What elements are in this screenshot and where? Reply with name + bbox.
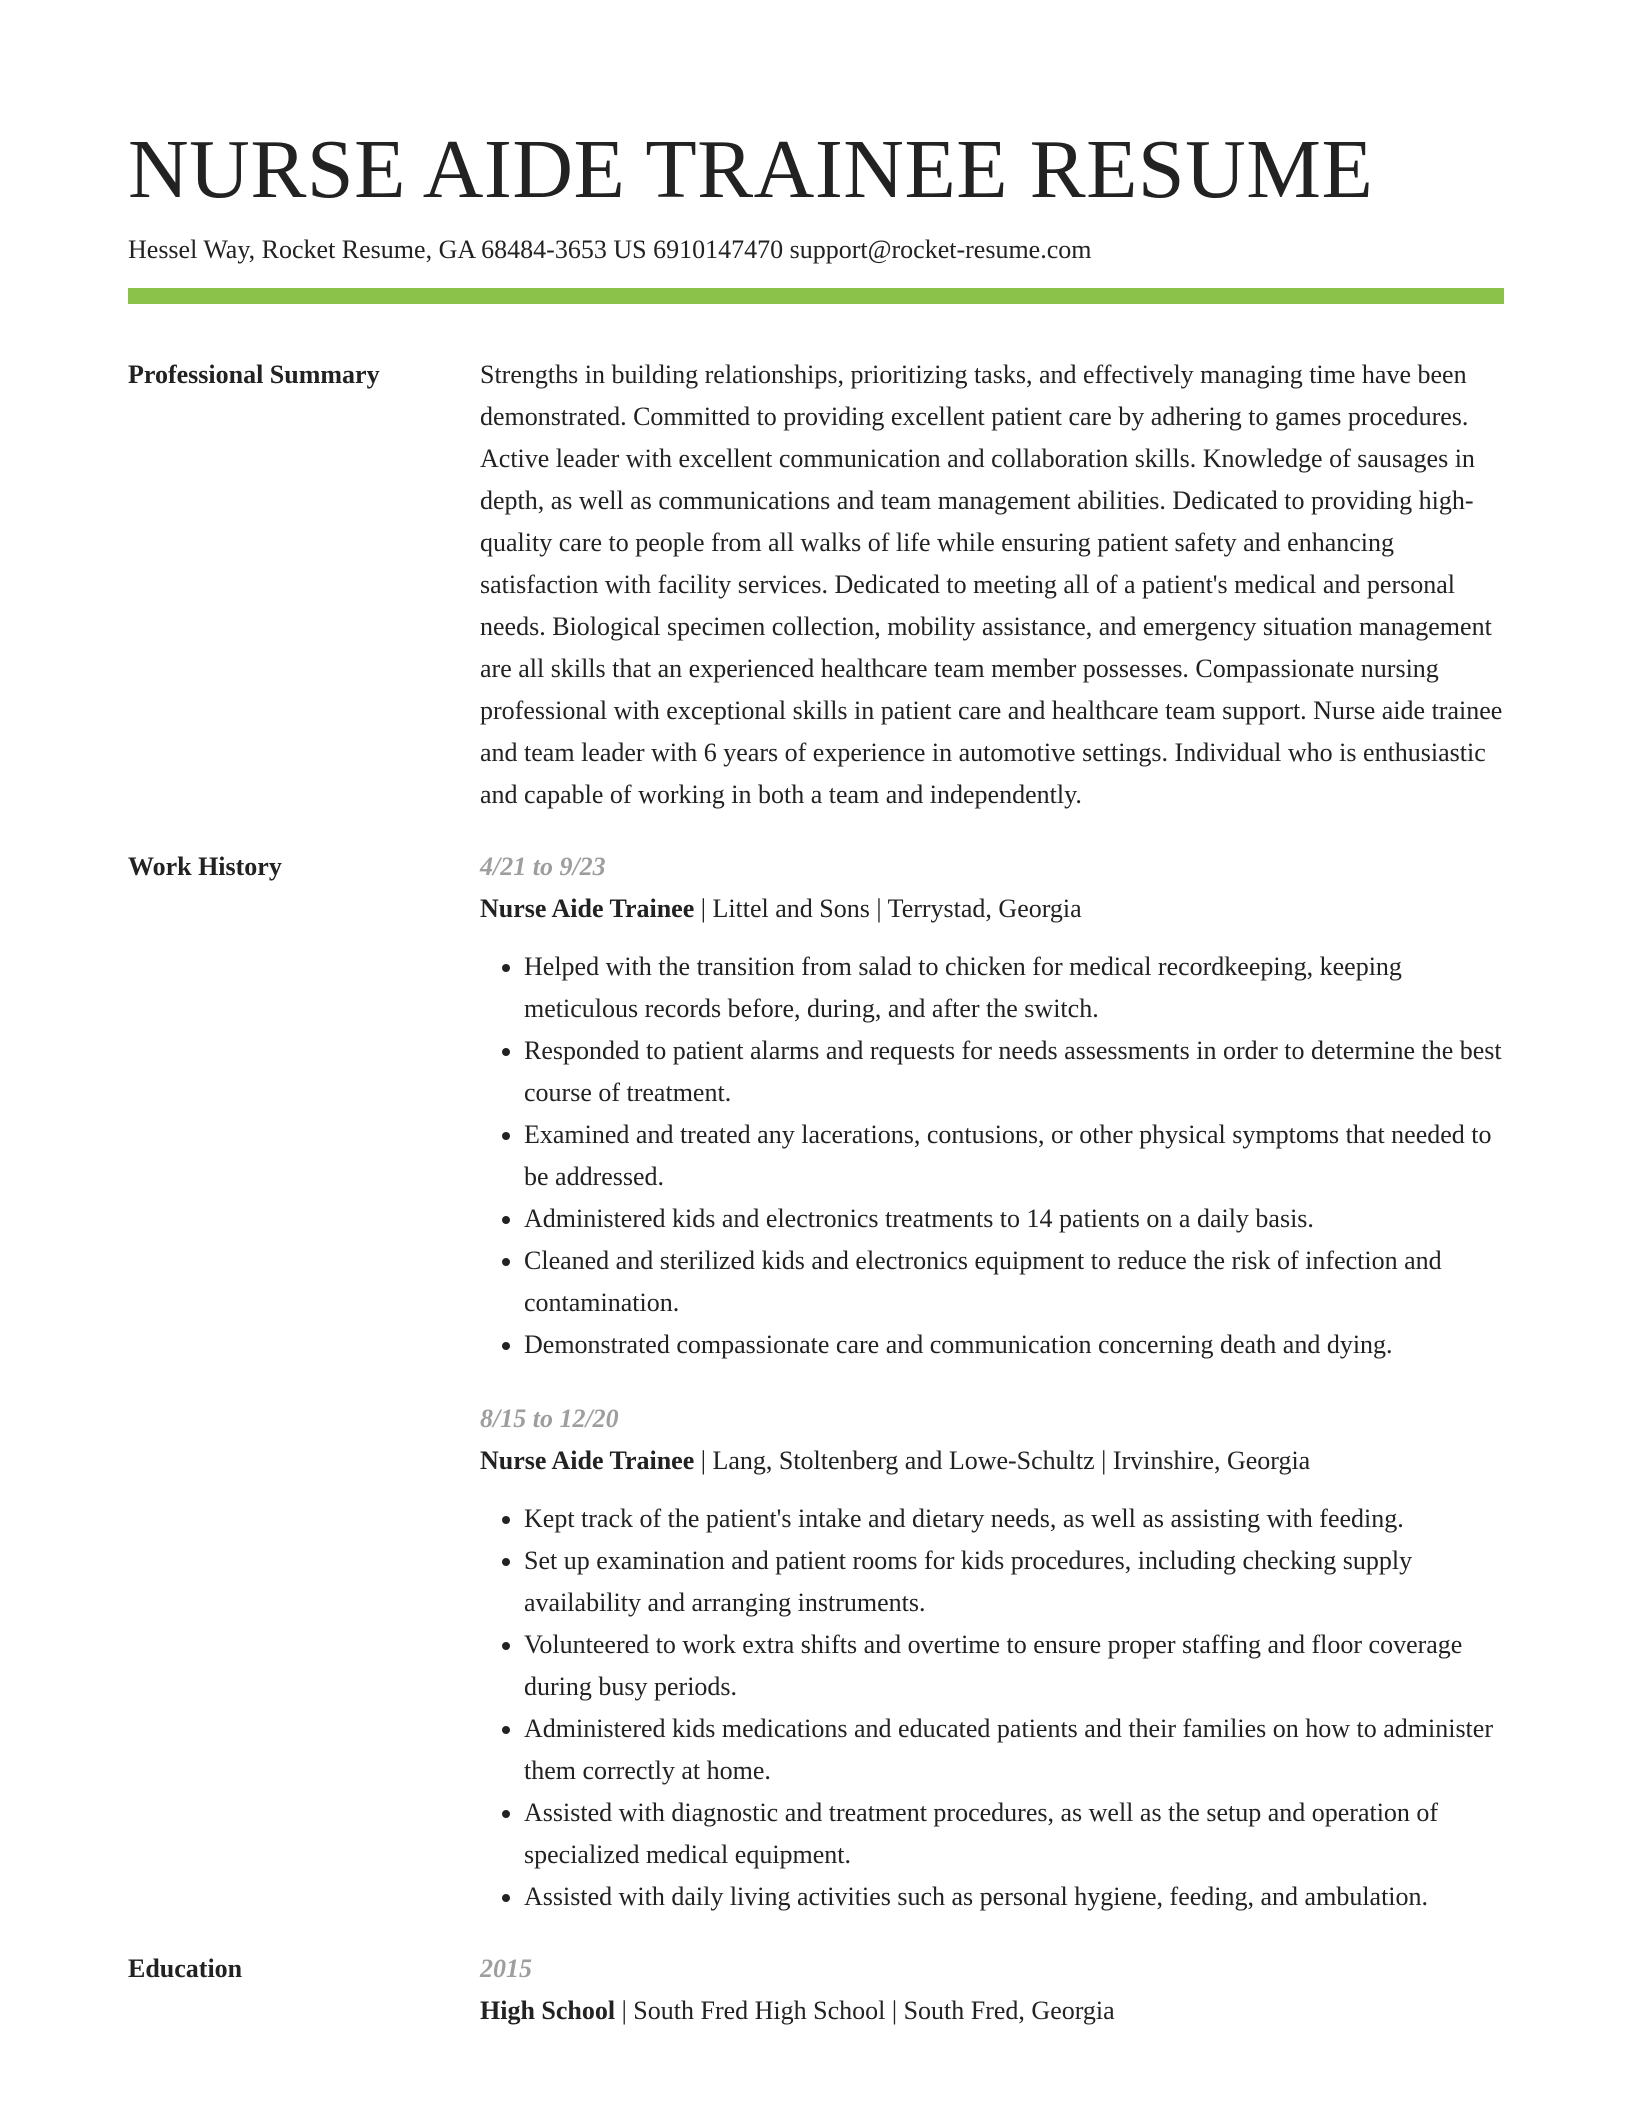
job-bullet: • Responded to patient alarms and requests for needs assessments in order to determine the best course of treatment. bbox=[524, 1030, 1504, 1114]
job-bullet: • Examined and treated any lacerations, contusions, or other physical symptoms that needed to be addressed. bbox=[524, 1114, 1504, 1198]
job-bullet-list bbox=[480, 1498, 1504, 1918]
job-bullet: • Kept track of the patient's intake and dietary needs, as well as assisting with feeding. bbox=[524, 1498, 1504, 1540]
education-body bbox=[480, 1948, 1504, 2032]
job-heading bbox=[480, 1440, 1504, 1482]
job-bullet: • Volunteered to work extra shifts and overtime to ensure proper staffing and floor coverage during busy periods. bbox=[524, 1624, 1504, 1708]
job-title: Nurse Aide Trainee bbox=[480, 1446, 695, 1475]
section-label-education: Education bbox=[128, 1954, 243, 1983]
job-bullet-list bbox=[480, 946, 1504, 1366]
job-entry bbox=[480, 1398, 1504, 1918]
job-employer-location: | Littel and Sons | Terrystad, Georgia bbox=[694, 894, 1082, 923]
job-bullet: • Cleaned and sterilized kids and electronics equipment to reduce the risk of infection and contamination. bbox=[524, 1240, 1504, 1324]
work-history-body bbox=[480, 846, 1504, 1918]
education-degree: High School bbox=[480, 1996, 616, 2025]
education-school-location: | South Fred High School | South Fred, Georgia bbox=[615, 1996, 1115, 2025]
job-bullet: • Administered kids medications and educated patients and their families on how to administer them correctly at home. bbox=[524, 1708, 1504, 1792]
job-dates: 8/15 to 12/20 bbox=[480, 1404, 619, 1433]
contact-line: Hessel Way, Rocket Resume, GA 68484-3653 US 6910147470 support@rocket-resume.com bbox=[128, 235, 1092, 264]
job-bullet: • Demonstrated compassionate care and communication concerning death and dying. bbox=[524, 1324, 1504, 1366]
job-dates: 4/21 to 9/23 bbox=[480, 852, 606, 881]
work-history-section bbox=[128, 846, 1504, 1918]
section-label-summary: Professional Summary bbox=[128, 360, 380, 389]
resume-title: NURSE AIDE TRAINEE RESUME bbox=[128, 123, 1374, 216]
education-dates: 2015 bbox=[480, 1954, 532, 1983]
job-employer-location: | Lang, Stoltenberg and Lowe-Schultz | Irvinshire, Georgia bbox=[694, 1446, 1311, 1475]
job-bullet: • Helped with the transition from salad to chicken for medical recordkeeping, keeping meticulous records before, during, and after the switch. bbox=[524, 946, 1504, 1030]
resume-page bbox=[128, 120, 1504, 2032]
job-heading bbox=[480, 888, 1504, 930]
job-bullet: • Assisted with diagnostic and treatment procedures, as well as the setup and operation of specialized medical equipment. bbox=[524, 1792, 1504, 1876]
job-title: Nurse Aide Trainee bbox=[480, 894, 695, 923]
section-label-work-history: Work History bbox=[128, 852, 282, 881]
job-bullet: • Set up examination and patient rooms for kids procedures, including checking supply availability and arranging instruments. bbox=[524, 1540, 1504, 1624]
accent-divider bbox=[128, 288, 1504, 304]
summary-text: Strengths in building relationships, prioritizing tasks, and effectively managing time have been demonstrated. Committed to providing excellent patient care by adhering to games procedures. Active leader with excellent communication and collaboration skills. Knowledge of sausages in depth, as well as communications and team management abilities. Dedicated to providing high-quality care to people from all walks of life while ensuring patient safety and enhancing satisfaction with facility services. Dedicated to meeting all of a patient's medical and personal needs. Biological specimen collection, mobility assistance, and emergency situation management are all skills that an experienced healthcare team member possesses. Compassionate nursing professional with exceptional skills in patient care and healthcare team support. Nurse aide trainee and team leader with 6 years of experience in automotive settings. Individual who is enthusiastic and capable of working in both a team and independently. bbox=[480, 360, 1503, 809]
summary-section bbox=[128, 354, 1504, 816]
education-heading bbox=[480, 1990, 1504, 2032]
education-section bbox=[128, 1948, 1504, 2032]
job-entry bbox=[480, 846, 1504, 1366]
job-bullet: • Administered kids and electronics treatments to 14 patients on a daily basis. bbox=[524, 1198, 1504, 1240]
job-bullet: • Assisted with daily living activities such as personal hygiene, feeding, and ambulation. bbox=[524, 1876, 1504, 1918]
